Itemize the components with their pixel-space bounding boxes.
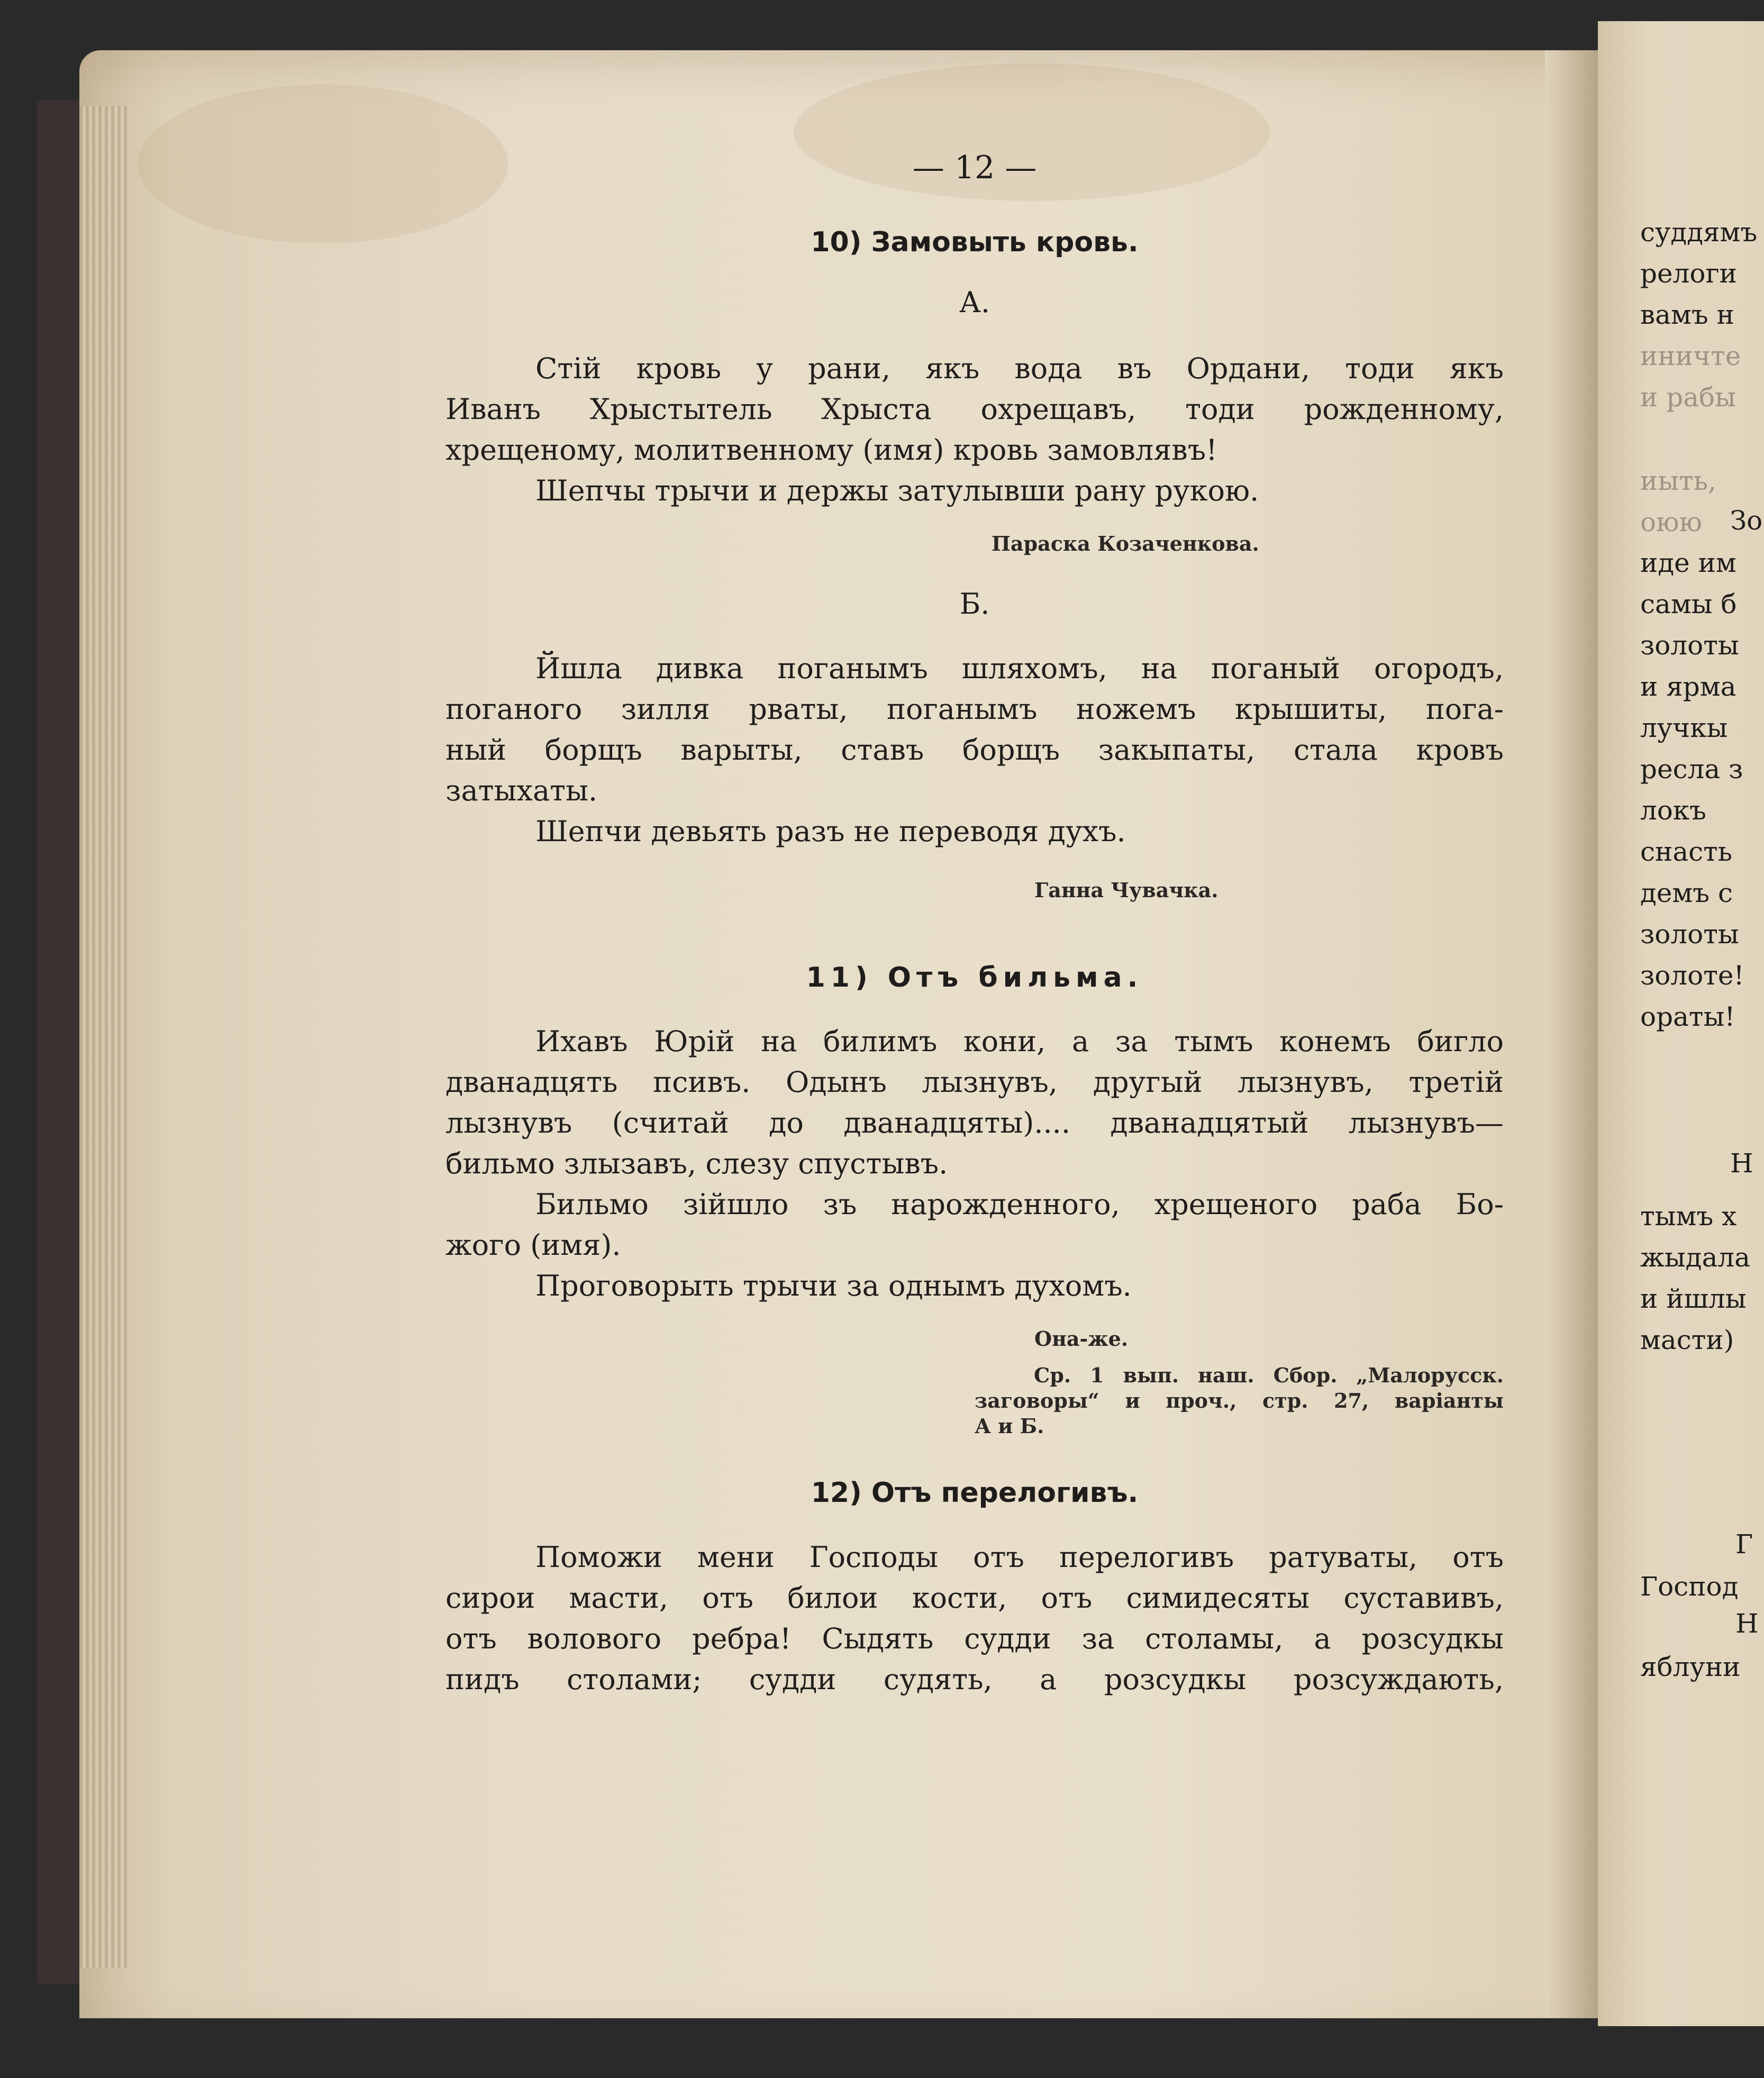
signature: Она-же. [1034,1327,1129,1351]
right-page-line: Н [1730,1148,1753,1179]
right-page-line: вамъ н [1640,299,1734,330]
right-page-line: тымъ х [1640,1201,1737,1232]
right-page-line: золоты [1640,919,1739,950]
right-page-line: масти) [1640,1325,1734,1355]
right-page-line: Н [1735,1608,1759,1639]
right-page-line: и рабы [1640,382,1736,413]
signature: Параска Козаченкова. [992,532,1259,555]
text-line: отъ волового ребра! Сыдять судди за столамы, а розсудкы [445,1622,1504,1655]
text-line: затыхаты. [445,774,598,807]
text-line: Ихавъ Юрій на билимъ кони, а за тымъ конемъ бигло [535,1025,1504,1058]
text-line: Шепчы трычи и держы затулывши рану рукою. [535,474,1259,507]
note-line: Ср. 1 вып. наш. Сбор. „Малорусск. [1034,1363,1504,1387]
right-page-line: иыть, [1640,466,1716,496]
text-line: Шепчи девьять разъ не переводя духъ. [535,815,1126,848]
right-page-line: суддямъ [1640,217,1758,248]
text-line: Стій кровь у рани, якъ вода въ Ордани, тоди якъ [535,352,1504,385]
section-10-b-text [445,648,1504,852]
right-page-line: Г [1735,1529,1753,1560]
right-page-line: золоты [1640,630,1739,661]
section-10-a-text [445,348,1504,511]
note-line: заговоры“ и проч., стр. 27, варіанты [975,1389,1504,1412]
section-10-a-label: А. [959,286,990,319]
text-line: Поможи мени Господы отъ перелогивъ ратуваты, отъ [535,1541,1504,1574]
text-line: сирои масти, отъ билои кости, отъ симидесяты суставивъ, [445,1581,1504,1615]
text-line: Бильмо зійшло зъ нарожденного, хрещеного раба Бо- [535,1188,1504,1221]
text-line: Иванъ Хрыстытель Хрыста охрещавъ, тоди рожденному, [445,393,1504,426]
right-page-line: самы б [1640,589,1737,619]
section-10-b-label: Б. [959,587,990,621]
right-page-line: локъ [1640,795,1706,826]
text-line: лызнувъ (считай до дванадцяты).... дванадцятый лызнувъ— [445,1106,1504,1140]
right-page-line: демъ с [1640,878,1733,908]
signature: Ганна Чувачка. [1034,878,1219,902]
right-page-line: золоте! [1640,960,1744,991]
right-page-line: и ярма [1640,671,1736,702]
right-page-line: оюю [1640,507,1703,537]
note-line: А и Б. [975,1414,1044,1438]
section-12-text [445,1537,1504,1700]
text-line: поганого зилля рваты, поганымъ ножемъ крышиты, пога- [445,692,1504,726]
text-line: дванадцять псивъ. Одынъ лызнувъ, другый лызнувъ, третій [445,1065,1504,1099]
right-page-line: и йшлы [1640,1283,1747,1314]
right-page-line: ораты! [1640,1001,1735,1032]
right-page-line: Зо [1730,505,1763,536]
right-page-line: снасть [1640,836,1733,867]
right-page-line: иде им [1640,548,1736,578]
right-page-line: жыдала [1640,1242,1750,1273]
section-11-heading: 11) Отъ бильма. [806,962,1143,994]
section-12-heading: 12) Отъ перелогивъ. [811,1477,1139,1509]
right-page-line: иничте [1640,341,1741,371]
page-number: — 12 — [912,149,1037,186]
text-line: Проговорыть трычи за однымъ духомъ. [535,1269,1132,1302]
right-page-line: яблуни [1640,1652,1741,1682]
right-page-line: ресла з [1640,754,1743,785]
right-page-line: релоги [1640,258,1737,289]
text-line: жого (имя). [445,1228,621,1262]
text-line: ный борщъ варыты, ставъ борщъ закыпаты, стала кровъ [445,733,1504,767]
section-11-note [975,1363,1504,1439]
text-line: хрещеному, молитвенному (имя) кровь замовлявъ! [445,433,1217,467]
text-line: Йшла дивка поганымъ шляхомъ, на поганый огородъ, [535,652,1504,685]
section-11-text [445,1021,1504,1306]
right-page-line: Господ [1640,1571,1739,1602]
right-page-line: лучкы [1640,713,1728,743]
section-10-heading: 10) Замовыть кровь. [811,226,1139,258]
page-edges [79,106,127,1968]
text-line: пидъ столами; судди судять, а розсудкы розсуждають, [445,1663,1504,1696]
text-line: бильмо злызавъ, слезу спустывъ. [445,1147,948,1180]
